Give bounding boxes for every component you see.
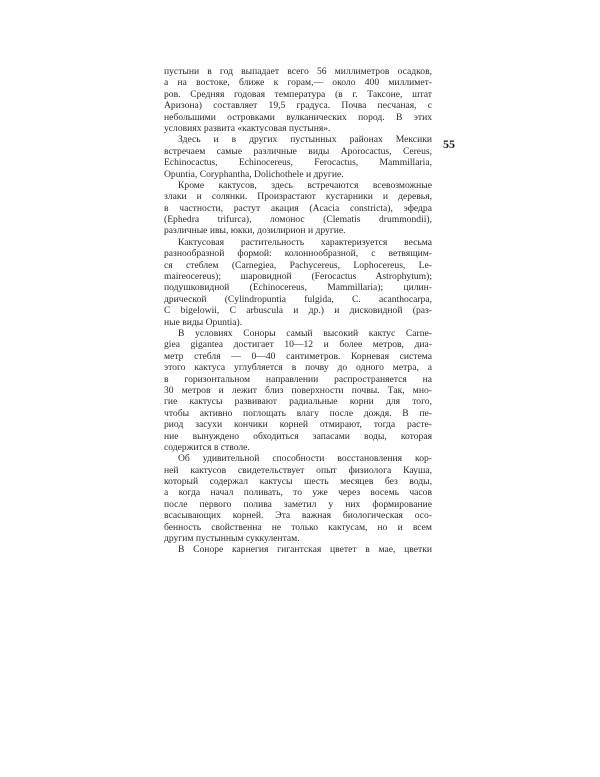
text-line: Об удивительной способности восстановления кор- — [178, 453, 432, 465]
text-line: гие кактусы развивают радиальные корни для того, — [164, 396, 432, 408]
text-line: в горизонтальном направлении распространяется на — [164, 373, 432, 385]
text-line: после первого полива заметил у них формирование — [164, 498, 432, 510]
text-line: условиях развита «кактусовая пустыня». — [164, 122, 331, 134]
text-line: риод засухи кончики корней отмирают, тогда расте- — [164, 419, 432, 431]
page-number: 55 — [443, 137, 455, 151]
paragraph — [164, 453, 432, 544]
text-line: который содержал кактусы шесть месяцев без воды, — [164, 476, 432, 488]
text-line: а когда начал поливать, то уже через восемь часов — [164, 487, 432, 499]
text-line: giea gigantea достигает 10—12 и более метров, диа- — [164, 339, 432, 351]
text-line: чтобы активно поглощать влагу после дождя. В пе- — [164, 407, 432, 419]
text-line: подушковидной (Echinocereus, Mammillaria); цилин- — [164, 282, 432, 294]
text-line: ние вынуждено обходиться запасами воды, которая — [164, 430, 432, 442]
text-line: Echinocactus, Echinocereus, Ferocactus, Mammillaria, — [164, 157, 432, 169]
text-line: ся стеблем (Carnegiea, Pachycereus, Lophocereus, Le- — [164, 259, 432, 271]
text-line: C bigelowii, C arbuscula и др.) и дисковидной (раз- — [164, 305, 432, 317]
text-line: дрической (Cylindropuntia fulgida, C. acanthocarpa, — [164, 293, 432, 305]
paragraph — [164, 66, 432, 134]
text-line: а на востоке, ближе к горам,— около 400 миллимет- — [164, 77, 432, 89]
text-line: пустыни в год выпадает всего 56 миллиметров осадков, — [164, 66, 432, 77]
text-line: содержится в стволе. — [164, 441, 250, 453]
body-text — [164, 66, 432, 556]
text-line: всасывающих корней. Эта важная биологическая осо- — [164, 510, 432, 522]
text-line: различные ивы, юкки, дозилирион и другие. — [164, 225, 346, 237]
paragraph — [164, 328, 432, 453]
text-line: (Ephedra trifurca), ломонос (Clematis drummondii), — [164, 214, 432, 226]
text-line: небольшими островками вулканических пород. В этих — [164, 111, 432, 123]
text-line: бенность свойственна не только кактусам, но и всем — [164, 521, 432, 533]
text-line: этого кактуса углубляется в почву до одного метра, а — [164, 362, 432, 374]
text-line: Аризона) составляет 19,5 градуса. Почва песчаная, с — [164, 100, 432, 112]
text-line: ней кактусов свидетельствует опыт физиолога Кауша, — [164, 464, 432, 476]
text-line: злаки и солянки. Произрастают кустарники и деревья, — [164, 191, 432, 203]
paragraph — [164, 134, 432, 180]
text-line: Кактусовая растительность характеризуется весьма — [178, 236, 432, 248]
text-line: в частности, растут акация (Acacia constricta), эфедра — [164, 202, 432, 214]
text-line: ные виды Opuntia). — [164, 316, 243, 328]
text-line: В условиях Соноры самый высокий кактус Carne- — [178, 327, 432, 339]
text-line: В Соноре карнегия гигантская цветет в мае, цветки — [178, 544, 432, 556]
text-line: Opuntia, Coryphantha, Dolichothele и другие. — [164, 168, 344, 180]
text-line: встречаем самые различные виды Aporocactus, Cereus, — [164, 145, 432, 157]
text-line: 30 метров и лежит близ поверхности почвы. Так, мно- — [164, 384, 432, 396]
text-line: разнообразной формой: колоннообразной, с ветвящим- — [164, 248, 432, 260]
paragraph — [164, 237, 432, 328]
text-line: Кроме кактусов, здесь встречаются всевозможные — [178, 179, 432, 191]
text-line: maireocereus); шаровидной (Ferocactus Astrophytum); — [164, 271, 432, 283]
text-line: ров. Средняя годовая температура (в г. Таксоне, штат — [164, 88, 432, 100]
paragraph — [164, 180, 432, 237]
text-line: метр стебля — 0—40 сантиметров. Корневая система — [164, 350, 432, 362]
paragraph — [164, 544, 432, 555]
text-line: Здесь и в других пустынных районах Мексики — [178, 134, 432, 146]
text-line: другим пустынным суккулентам. — [164, 533, 300, 545]
